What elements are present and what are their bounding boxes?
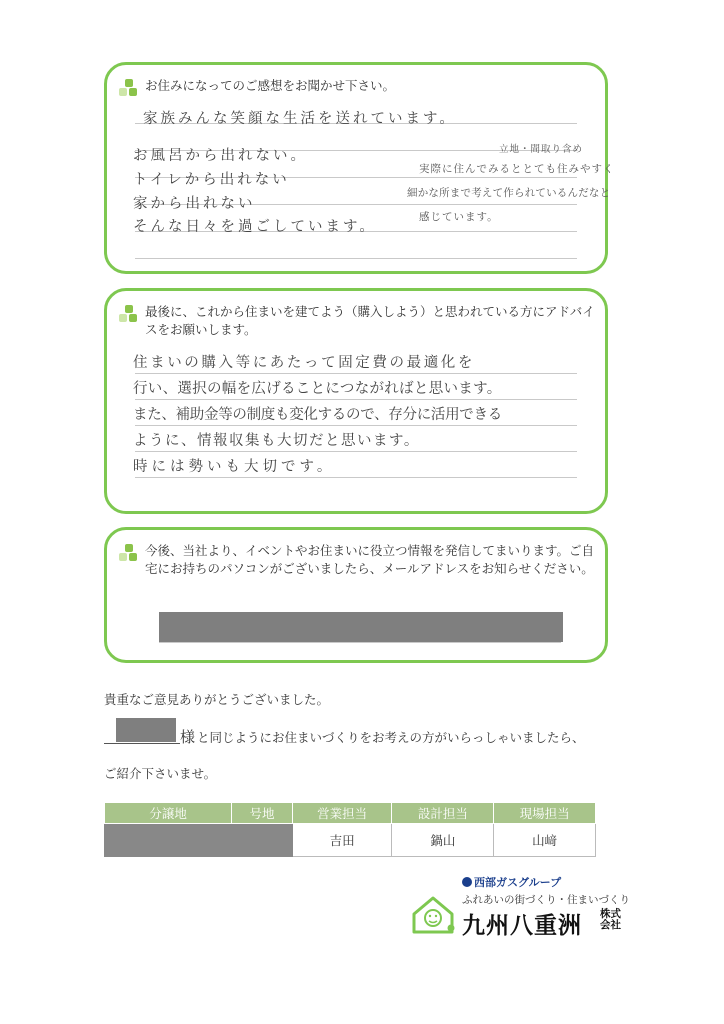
answer-rule: [135, 425, 577, 426]
name-redaction: [116, 718, 176, 742]
clover-icon: [119, 305, 139, 325]
handwritten-side-note: 実際に住んでみるととても住みやすく: [419, 163, 615, 175]
question-box-3: [104, 527, 608, 663]
question-box-2: [104, 288, 608, 514]
staff-table-header: 分譲地: [105, 803, 232, 824]
handwritten-answer-line: 行い、選択の幅を広げることにつながればと思います。: [133, 381, 502, 397]
email-redaction: [159, 612, 563, 642]
handwritten-answer-line: お風呂から出れない。: [133, 148, 308, 164]
question-header-2: [119, 303, 595, 339]
answer-rule: [135, 477, 577, 478]
question-text-2: 最後に、これから住まいを建てよう（購入しよう）と思われている方にアドバイスをお願いします。: [145, 304, 595, 337]
answer-rule: [135, 258, 577, 259]
staff-table-header: 営業担当: [292, 803, 392, 824]
handwritten-answer-line: 家族みんな笑顔な生活を送れています。: [143, 111, 457, 127]
saibu-gas-mark-icon: [462, 877, 472, 887]
question-text-1: お住みになってのご感想をお聞かせ下さい。: [145, 78, 396, 93]
answer-rule: [135, 373, 577, 374]
handwritten-answer-line: 住まいの購入等にあたって固定費の最適化を: [133, 355, 475, 371]
group-name: [462, 874, 561, 890]
name-underline: [104, 743, 180, 744]
handwritten-answer-line: そんな日々を過ごしています。: [133, 219, 377, 235]
clover-icon: [119, 79, 139, 99]
company-tagline: ふれあいの街づくり・住まいづくり: [462, 894, 630, 906]
handwritten-answer-line: ように、情報収集も大切だと思います。: [133, 433, 420, 449]
staff-table-cell: 吉田: [292, 824, 392, 857]
referral-text: と同じようにお住まいづくりをお考えの方がいらっしゃいましたら、: [197, 730, 585, 745]
clover-icon: [119, 544, 139, 564]
staff-table-cell: 鍋山: [392, 824, 494, 857]
staff-table-cell: 山﨑: [494, 824, 596, 857]
company-type: 株式会社: [600, 908, 621, 931]
handwritten-side-note: 細かな所まで考えて作られているんだなと: [407, 187, 611, 199]
question-header-1: [119, 77, 595, 99]
question-header-3: [119, 542, 595, 578]
honorific-text: 様: [180, 728, 196, 746]
staff-table-header: 設計担当: [392, 803, 494, 824]
staff-table-row: [105, 824, 596, 857]
question-text-3: 今後、当社より、イベントやお住まいに役立つ情報を発信してまいります。ご自宅にお持ちのパソコンがございましたら、メールアドレスをお知らせください。: [145, 543, 595, 576]
staff-table-cell: [232, 824, 292, 857]
thanks-text: 貴重なご意見ありがとうございました。: [104, 692, 330, 707]
staff-table: [104, 802, 596, 857]
question-box-1: [104, 62, 615, 274]
staff-table-header-row: [105, 803, 596, 824]
staff-table-header: 号地: [232, 803, 292, 824]
email-rule: [159, 642, 561, 643]
staff-table-header: 現場担当: [494, 803, 596, 824]
handwritten-answer-line: また、補助金等の制度も変化するので、存分に活用できる: [133, 407, 502, 423]
group-name-text: 西部ガスグループ: [474, 876, 562, 889]
company-logo: [410, 872, 640, 942]
handwritten-answer-line: トイレから出れない: [133, 172, 290, 188]
company-name: 九州八重洲: [462, 913, 582, 939]
answer-rule: [135, 451, 577, 452]
handwritten-answer-line: 家から出れない: [133, 196, 256, 212]
answer-rule: [135, 399, 577, 400]
handwritten-answer-line: 時には勢いも大切です。: [133, 459, 336, 475]
referral-text-end: ご紹介下さいませ。: [104, 766, 217, 781]
house-logo-icon: [410, 894, 456, 934]
staff-table-cell: [105, 824, 232, 857]
handwritten-side-note: 立地・間取り含め: [499, 144, 584, 155]
handwritten-side-note: 感じています。: [419, 211, 499, 223]
